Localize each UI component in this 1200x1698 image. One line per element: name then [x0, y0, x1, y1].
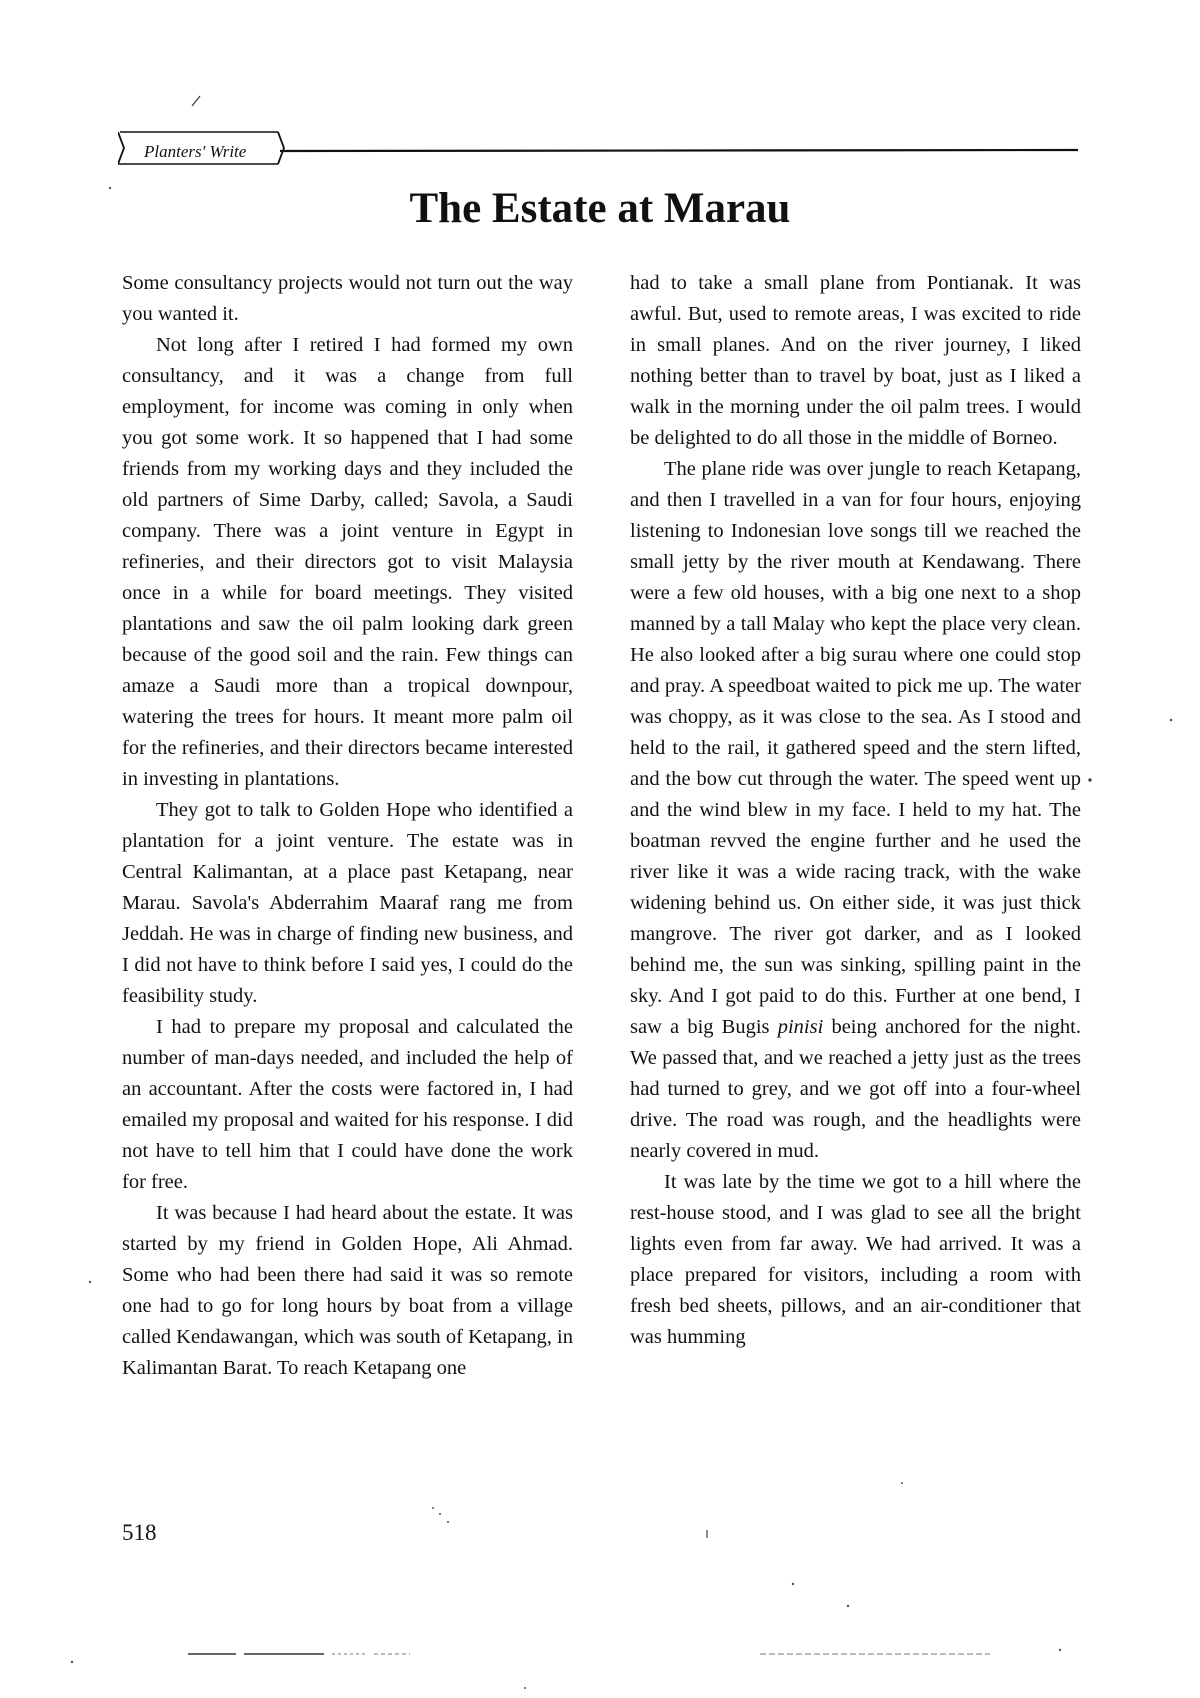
paragraph: Not long after I retired I had formed my own consultancy, and it was a change from full employment, for income was coming in only when you got some work. It so happened that I had some friends from my working days and they included the old partners of Sime Darby, called; Savola, a Saudi company. There was a joint venture in Egypt in refineries, and their directors got to visit Malaysia once in a while for board meetings. They visited plantations and saw the oil palm looking dark green because of the good soil and the rain. Few things can amaze a Saudi more than a tropical downpour, watering the trees for hours. It meant more palm oil for the refineries, and their directors became interested in investing in plantations. — [122, 334, 573, 790]
paragraph: It was because I had heard about the estate. It was started by my friend in Golden Hope, Ali Ahmad. Some who had been there had said it was so remote one had to go for long hours by boat from a village called Kendawangan, which was south of Ketapang, in Kalimantan Barat. To reach Ketapang one — [122, 1202, 573, 1379]
italic-term: pinisi — [777, 1016, 824, 1038]
paragraph: They got to talk to Golden Hope who identified a plantation for a joint venture. The estate was in Central Kalimantan, at a place past Ketapang, near Marau. Savola's Abderrahim Maaraf rang me from Jeddah. He was in charge of finding new business, and I did not have to think before I said yes, I could do the feasibility study. — [122, 799, 573, 1007]
section-header-frame — [118, 128, 1078, 176]
paragraph: had to take a small plane from Pontianak. It was awful. But, used to remote areas, I was excited to ride in small planes. And on the river journey, I liked nothing better than to travel by boat, just as I liked a walk in the morning under the oil palm trees. I would be delighted to do all those in the middle of Borneo. — [630, 272, 1081, 449]
page-number: 518 — [122, 1520, 157, 1545]
paragraph: It was late by the time we got to a hill where the rest-house stood, and I was glad to see all the bright lights even from far away. We had arrived. It was a place prepared for visitors, including a room with fresh bed sheets, pillows, and an air-conditioner that was humming — [630, 1171, 1081, 1348]
section-label: Planters' Write — [144, 142, 247, 161]
paragraph-text: The plane ride was over jungle to reach Ketapang, and then I travelled in a van for four hours, enjoying listening to Indonesian love songs till we reached the small jetty by the river mouth at Kendawang. There were a few old houses, with a big one next to a shop manned by a tall Malay who kept the place very clean. He also looked after a big surau where one could stop and pray. A speedboat waited to pick me up. The water was choppy, as it was close to the sea. As I stood and held to the rail, it gathered speed and the stern lifted, and the bow cut through the water. The speed went up and the wind blew in my face. I held to my hat. The boatman revved the engine further and he used the river like it was a wide racing track, with the wake widening behind us. On either side, it was just thick mangrove. The river got darker, and as I looked behind me, the sun was sinking, spilling paint in the sky. And I got paid to do this. Further at one bend, I saw a big Bugis — [630, 458, 1081, 1038]
article-title: The Estate at Marau — [409, 185, 791, 232]
paragraph — [630, 454, 1081, 1167]
section-header — [118, 128, 1078, 176]
left-column — [122, 268, 573, 1384]
paragraph-text: being anchored for the night. We passed that, and we reached a jetty just as the trees had turned to grey, and we got off into a four-wheel drive. The road was rough, and the headlights were nearly covered in mud. — [630, 1016, 1081, 1162]
right-column — [630, 268, 1081, 1353]
paragraph: Some consultancy projects would not turn out the way you wanted it. — [122, 272, 573, 325]
paragraph: I had to prepare my proposal and calculated the number of man-days needed, and included the help of an accountant. After the costs were factored in, I had emailed my proposal and waited for his response. I did not have to tell him that I could have done the work for free. — [122, 1016, 573, 1193]
